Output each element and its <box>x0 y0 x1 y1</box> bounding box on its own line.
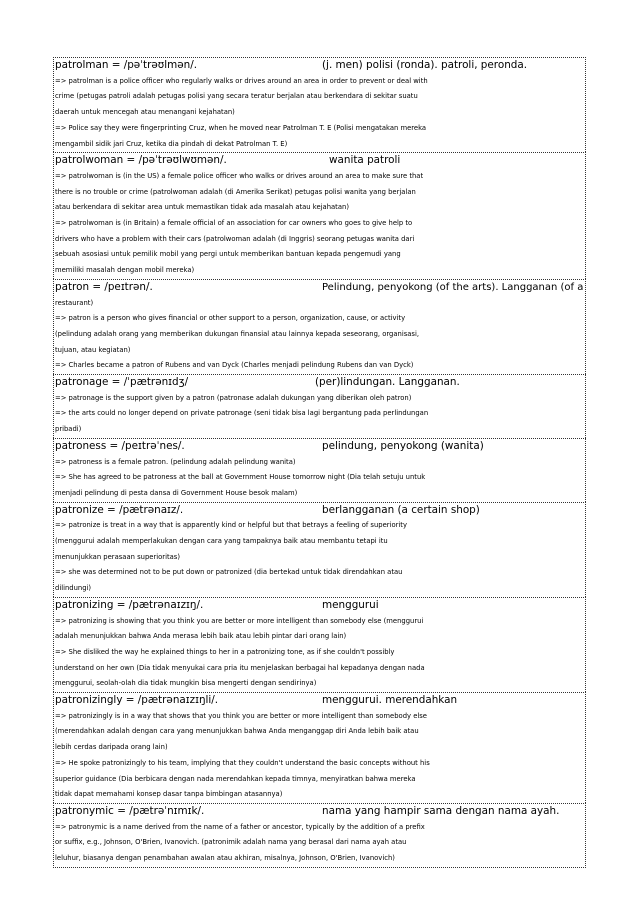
entry-headline <box>54 58 585 74</box>
headword-pronunciation: patroness = /peɪtrəˈnes/. <box>55 439 185 452</box>
definition-line: superior guidance (Dia berbicara dengan nada merendahkan kepada timnya, menyiratkan bahwa mereka <box>55 774 416 783</box>
definition-line: => patronize is treat in a way that is apparently kind or helpful but that betrays a feeling of superiority <box>55 521 407 530</box>
translation: menggurui. merendahkan <box>322 694 458 707</box>
translation: berlangganan (a certain shop) <box>322 503 480 516</box>
definition-line: memiliki masalah dengan mobil mereka) <box>55 266 195 275</box>
definition-line: (menggurui adalah memperlakukan dengan cara yang tampaknya baik atau membantu tetapi itu <box>55 537 388 545</box>
definition-line: => patrolwoman is (in the US) a female police officer who walks or drives around an area to make sure that <box>55 171 424 180</box>
definition-line: there is no trouble or crime (patrolwoman adalah (di Amerika Serikat) petugas polisi wanita yang berjalan <box>55 187 416 196</box>
headword-pronunciation: patronizingly = /pætrənaɪzɪŋli/. <box>55 694 219 707</box>
dictionary-entry <box>53 803 586 868</box>
translation: (per)lindungan. Langganan. <box>315 376 460 389</box>
definition-line: => patronizingly is in a way that shows that you think you are better or more intelligent than somebody else <box>55 711 427 720</box>
translation: Pelindung, penyokong (of the arts). Langganan (of a <box>322 281 584 293</box>
headword-pronunciation: patrolwoman = /pəˈtrəʊlwʊmən/. <box>55 154 227 167</box>
headword-pronunciation: patrolman = /pəˈtrəʊlmən/. <box>55 59 198 71</box>
definition-line: => patronymic is a name derived from the name of a father or ancestor, typically by the addition of a prefix <box>55 822 425 831</box>
entry-headline <box>54 153 585 169</box>
definition-line: daerah untuk mencegah atau menangani kejahatan) <box>55 108 235 117</box>
definition-line: => patronizing is showing that you think you are better or more intelligent than somebody else (menggurui <box>55 616 424 625</box>
definition-line: dilindungi) <box>55 584 92 593</box>
dictionary-entry <box>53 57 586 152</box>
definition-line: understand on her own (Dia tidak menyukai cara pria itu menjelaskan berbagai hal kepadanya dengan nada <box>55 663 425 672</box>
dictionary-entry <box>53 597 586 692</box>
definition-line: => She has agreed to be patroness at the ball at Government House tomorrow night (Dia telah setuju untuk <box>55 473 426 482</box>
entry-headline <box>54 439 585 455</box>
definition-line: => patrolwoman is (in Britain) a female official of an association for car owners who goes to give help to <box>55 219 413 227</box>
dictionary-entry <box>53 374 586 438</box>
dictionary-entry <box>53 279 586 374</box>
definition-line: => patron is a person who gives financial or other support to a person, organization, cause, or activity <box>55 314 406 323</box>
entry-headline <box>54 280 585 296</box>
definition-line: => patroness is a female patron. (pelindung adalah pelindung wanita) <box>55 457 296 466</box>
definition-line: tujuan, atau kegiatan) <box>55 345 131 354</box>
definition-line: => patrolman is a police officer who regularly walks or drives around an area in order to prevent or deal with <box>55 76 428 85</box>
definition-line: pribadi) <box>55 425 82 434</box>
definition-line: => the arts could no longer depend on private patronage (seni tidak bisa lagi bergantung pada perlindungan <box>55 409 429 418</box>
headword-pronunciation: patronymic = /pætrəˈnɪmɪk/. <box>55 804 205 817</box>
dictionary-entry <box>53 152 586 279</box>
definition-line: => She disliked the way he explained things to her in a patronizing tone, as if she couldn't possibly <box>55 647 395 656</box>
definition-line: => patronage is the support given by a patron (patronase adalah dukungan yang diberikan oleh patron) <box>55 393 412 402</box>
definition-line: lebih cerdas daripada orang lain) <box>55 743 168 752</box>
translation: menggurui <box>322 598 379 611</box>
entry-headline <box>54 598 585 614</box>
dictionary-entry <box>53 438 586 502</box>
entry-headline <box>54 375 585 391</box>
headword-pronunciation: patron = /peɪtrən/. <box>55 280 153 293</box>
definition-line: or suffix, e.g., Johnson, O'Brien, Ivanovich. (patronimik adalah nama yang berasal dari nama ayah atau <box>55 838 407 847</box>
definition-line: => Charles became a patron of Rubens and van Dyck (Charles menjadi pelindung Rubens dan van Dyck) <box>55 361 414 370</box>
translation: nama yang hampir sama dengan nama ayah. <box>322 804 560 817</box>
definition-line: adalah menunjukkan bahwa Anda merasa lebih baik atau lebih pintar dari orang lain) <box>55 632 347 641</box>
entry-headline <box>54 503 585 519</box>
dictionary-entry <box>53 502 586 597</box>
headword-pronunciation: patronize = /pætrənaɪz/. <box>55 503 184 516</box>
definition-line: restaurant) <box>55 298 94 307</box>
definition-line: => she was determined not to be put down or patronized (dia bertekad untuk tidak direndahkan atau <box>55 568 403 577</box>
definition-line: drivers who have a problem with their cars (patrolwoman adalah (di Inggris) seorang petugas wanita dari <box>55 234 415 243</box>
definition-line: crime (petugas patroli adalah petugas polisi yang secara teratur berjalan atau berkendara di sekitar suatu <box>55 92 418 101</box>
entry-headline <box>54 804 585 820</box>
dictionary-document <box>53 57 586 868</box>
headword-pronunciation: patronage = /ˈpætrənɪdʒ/ <box>55 376 189 389</box>
translation: (j. men) polisi (ronda). patroli, peronda. <box>322 59 528 71</box>
headword-pronunciation: patronizing = /pætrənaɪzɪŋ/. <box>55 598 204 611</box>
definition-line: mengambil sidik jari Cruz, ketika dia pindah di dekat Patrolman T. E) <box>55 139 288 148</box>
definition-line: => Police say they were fingerprinting Cruz, when he moved near Patrolman T. E (Polisi mengatakan mereka <box>55 123 427 132</box>
definition-line: => He spoke patronizingly to his team, implying that they couldn't understand the basic concepts without his <box>55 758 430 767</box>
translation: pelindung, penyokong (wanita) <box>322 439 484 452</box>
definition-line: menjadi pelindung di pesta dansa di Government House besok malam) <box>55 488 298 497</box>
definition-line: menunjukkan perasaan superioritas) <box>55 552 180 561</box>
definition-line: leluhur, biasanya dengan penambahan awalan atau akhiran, misalnya, Johnson, O'Brien, Ivanovich) <box>55 854 395 863</box>
definition-line: (pelindung adalah orang yang memberikan dukungan finansial atau lainnya kepada seseorang, organisasi, <box>55 329 420 338</box>
definition-line: atau berkendara di sekitar area untuk memastikan tidak ada masalah atau kejahatan) <box>55 203 349 212</box>
dictionary-entry <box>53 692 586 803</box>
definition-line: tidak dapat memahami konsep dasar tanpa bimbingan atasannya) <box>55 790 283 799</box>
definition-line: menggurui, seolah-olah dia tidak mungkin bisa mengerti dengan sendirinya) <box>55 679 317 688</box>
translation: wanita patroli <box>329 154 401 167</box>
definition-line: sebuah asosiasi untuk pemilik mobil yang pergi untuk memberikan bantuan kepada pengemudi yang <box>55 250 401 259</box>
entry-headline <box>54 693 585 709</box>
definition-line: (merendahkan adalah dengan cara yang menunjukkan bahwa Anda menganggap diri Anda lebih baik atau <box>55 727 419 736</box>
